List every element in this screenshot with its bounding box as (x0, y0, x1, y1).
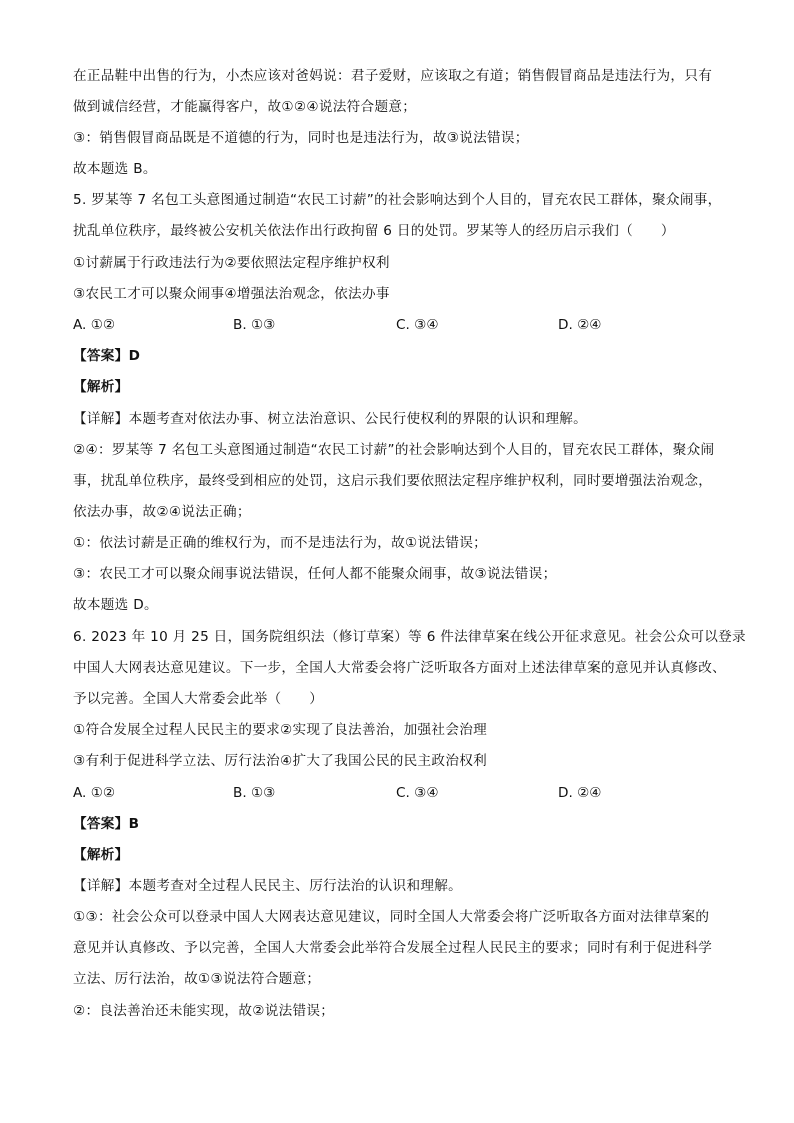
explanation-line: 立法、厉行法治，故①③说法符合题意； (73, 971, 321, 987)
q6-option-b: B. ①③ (233, 785, 276, 801)
question-6-statements: ①符合发展全过程人民民主的要求②实现了良法善治，加强社会治理 (73, 722, 487, 738)
q5-option-c: C. ③④ (396, 317, 439, 333)
analysis-label: 【解析】 (73, 847, 129, 863)
question-5-stem: 5. 罗某等 7 名包工头意图通过制造“农民工讨薪”的社会影响达到个人目的，冒充农民工群体，聚众闹事， (73, 192, 722, 208)
analysis-label: 【解析】 (73, 379, 129, 395)
text-line: 在正品鞋中出售的行为，小杰应该对爸妈说：君子爱财，应该取之有道；销售假冒商品是违法行为，只有 (73, 68, 713, 84)
q5-option-b: B. ①③ (233, 317, 276, 333)
q6-option-c: C. ③④ (396, 785, 439, 801)
explanation-line: 依法办事，故②④说法正确； (73, 504, 251, 520)
explanation-line: ②④：罗某等 7 名包工头意图通过制造“农民工讨薪”的社会影响达到个人目的，冒充农民工群体，聚众闹 (73, 442, 715, 458)
q6-option-a: A. ①② (73, 785, 116, 801)
explanation-line: 【详解】本题考查对全过程人民民主、厉行法治的认识和理解。 (73, 878, 463, 894)
explanation-line: ①③：社会公众可以登录中国人大网表达意见建议，同时全国人大常委会将广泛听取各方面对法律草案的 (73, 909, 710, 925)
question-6-stem: 中国人大网表达意见建议。下一步，全国人大常委会将广泛听取各方面对上述法律草案的意见并认真修改、 (73, 660, 727, 676)
question-5-statements: ①讨薪属于行政违法行为②要依照法定程序维护权利 (73, 255, 390, 271)
text-line: 做到诚信经营，才能赢得客户，故①②④说法符合题意； (73, 99, 417, 115)
explanation-line: ①：依法讨薪是正确的维权行为，而不是违法行为，故①说法错误； (73, 535, 487, 551)
explanation-line: 故本题选 D。 (73, 597, 158, 613)
explanation-line: ③：农民工才可以聚众闹事说法错误，任何人都不能聚众闹事，故③说法错误； (73, 566, 557, 582)
question-6-stem: 6. 2023 年 10 月 25 日，国务院组织法（修订草案）等 6 件法律草案在线公开征求意见。社会公众可以登录 (73, 629, 746, 645)
explanation-line: ②：良法善治还未能实现，故②说法错误； (73, 1003, 335, 1019)
question-6-stem: 予以完善。全国人大常委会此举（ ） (73, 691, 324, 707)
explanation-line: 事，扰乱单位秩序，最终受到相应的处罚，这启示我们要依照法定程序维护权利，同时要增强法治观念， (73, 473, 713, 489)
text-line: ③：销售假冒商品既是不道德的行为，同时也是违法行为，故③说法错误； (73, 130, 529, 146)
question-6-statements: ③有利于促进科学立法、厉行法治④扩大了我国公民的民主政治权利 (73, 753, 487, 769)
answer-label: 【答案】D (73, 348, 141, 364)
question-5-statements: ③农民工才可以聚众闹事④增强法治观念，依法办事 (73, 286, 390, 302)
q5-option-a: A. ①② (73, 317, 116, 333)
answer-label: 【答案】B (73, 816, 140, 832)
text-line: 故本题选 B。 (73, 161, 157, 177)
q6-option-d: D. ②④ (558, 785, 602, 801)
explanation-line: 意见并认真修改、予以完善，全国人大常委会此举符合发展全过程人民民主的要求；同时有利于促进科学 (73, 940, 713, 956)
q5-option-d: D. ②④ (558, 317, 602, 333)
explanation-line: 【详解】本题考查对依法办事、树立法治意识、公民行使权利的界限的认识和理解。 (73, 411, 588, 427)
question-5-stem: 扰乱单位秩序，最终被公安机关依法作出行政拘留 6 日的处罚。罗某等人的经历启示我们（ ） (73, 223, 675, 239)
